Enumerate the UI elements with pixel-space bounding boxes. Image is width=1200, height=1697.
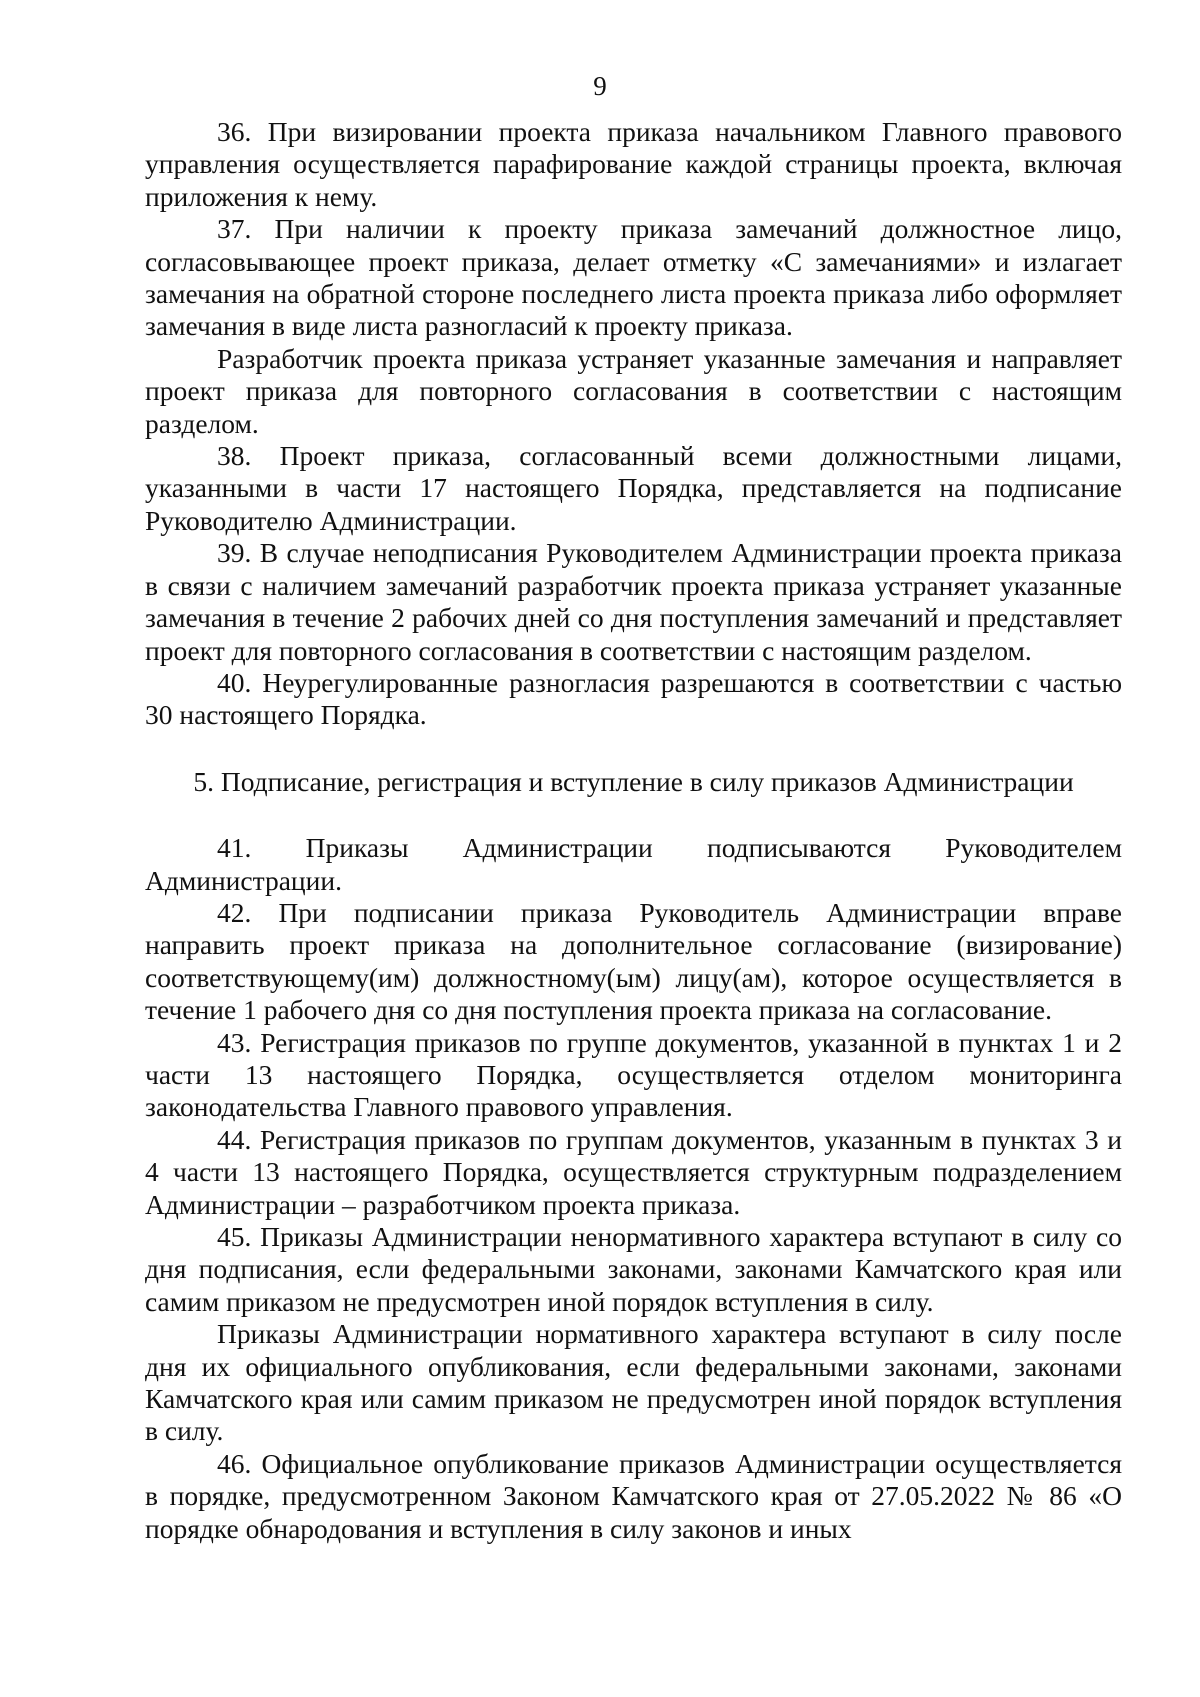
paragraph-45-continuation: Приказы Администрации нормативного характера вступают в силу после дня их официального опубликования, если федеральными законами, законами Камчатского края или самим приказом не предусмотрен иной порядок вступления в силу.: [145, 1318, 1122, 1447]
paragraph-45: 45. Приказы Администрации ненормативного характера вступают в силу со дня подписания, если федеральными законами, законами Камчатского края или самим приказом не предусмотрен иной порядок вступления в силу.: [145, 1221, 1122, 1317]
paragraph-36: 36. При визировании проекта приказа начальником Главного правового управления осуществляется парафирование каждой страницы проекта, включая приложения к нему.: [145, 116, 1122, 212]
paragraph-46: 46. Официальное опубликование приказов Администрации осуществляется в порядке, предусмотренном Законом Камчатского края от 27.05.2022 № 86 «О порядке обнародования и вступления в силу законов и иных: [145, 1447, 1122, 1544]
section-heading: 5. Подписание, регистрация и вступление в силу приказов Администрации: [193, 765, 1074, 797]
document-body: [145, 116, 1122, 1545]
paragraph-44: 44. Регистрация приказов по группам документов, указанным в пунктах 3 и 4 части 13 настоящего Порядка, осуществляется структурным подразделением Администрации – разработчиком проекта приказа.: [145, 1123, 1122, 1220]
paragraph-41: 41. Приказы Администрации подписываются Руководителем Администрации.: [145, 832, 1122, 896]
paragraph-40: 40. Неурегулированные разногласия разрешаются в соответствии с частью 30 настоящего Порядка.: [145, 666, 1122, 731]
paragraph-39: 39. В случае неподписания Руководителем Администрации проекта приказа в связи с наличием замечаний разработчик проекта приказа устраняет указанные замечания в течение 2 рабочих дней со дня поступления замечаний и представляет проект для повторного согласования в соответствии с настоящим разделом.: [145, 537, 1122, 666]
paragraph-42: 42. При подписании приказа Руководитель Администрации вправе направить проект приказа на дополнительное согласование (визирование) соответствующему(им) должностному(ым) лицу(ам), которое осуществляется в течение 1 рабочего дня со дня поступления проекта приказа на согласование.: [145, 896, 1122, 1026]
paragraph-43: 43. Регистрация приказов по группе документов, указанной в пунктах 1 и 2 части 13 настоящего Порядка, осуществляется отделом мониторинга законодательства Главного правового управления.: [145, 1026, 1122, 1123]
paragraph-38: 38. Проект приказа, согласованный всеми должностными лицами, указанными в части 17 настоящего Порядка, представляется на подписание Руководителю Администрации.: [145, 440, 1122, 536]
page-number: 9: [593, 71, 607, 101]
paragraph-37: 37. При наличии к проекту приказа замечаний должностное лицо, согласовывающее проект приказа, делает отметку «С замечаниями» и излагает замечания на обратной стороне последнего листа проекта приказа либо оформляет замечания в виде листа разногласий к проекту приказа.: [145, 213, 1122, 342]
paragraph-37-continuation: Разработчик проекта приказа устраняет указанные замечания и направляет проект приказа для повторного согласования в соответствии с настоящим разделом.: [145, 342, 1122, 439]
